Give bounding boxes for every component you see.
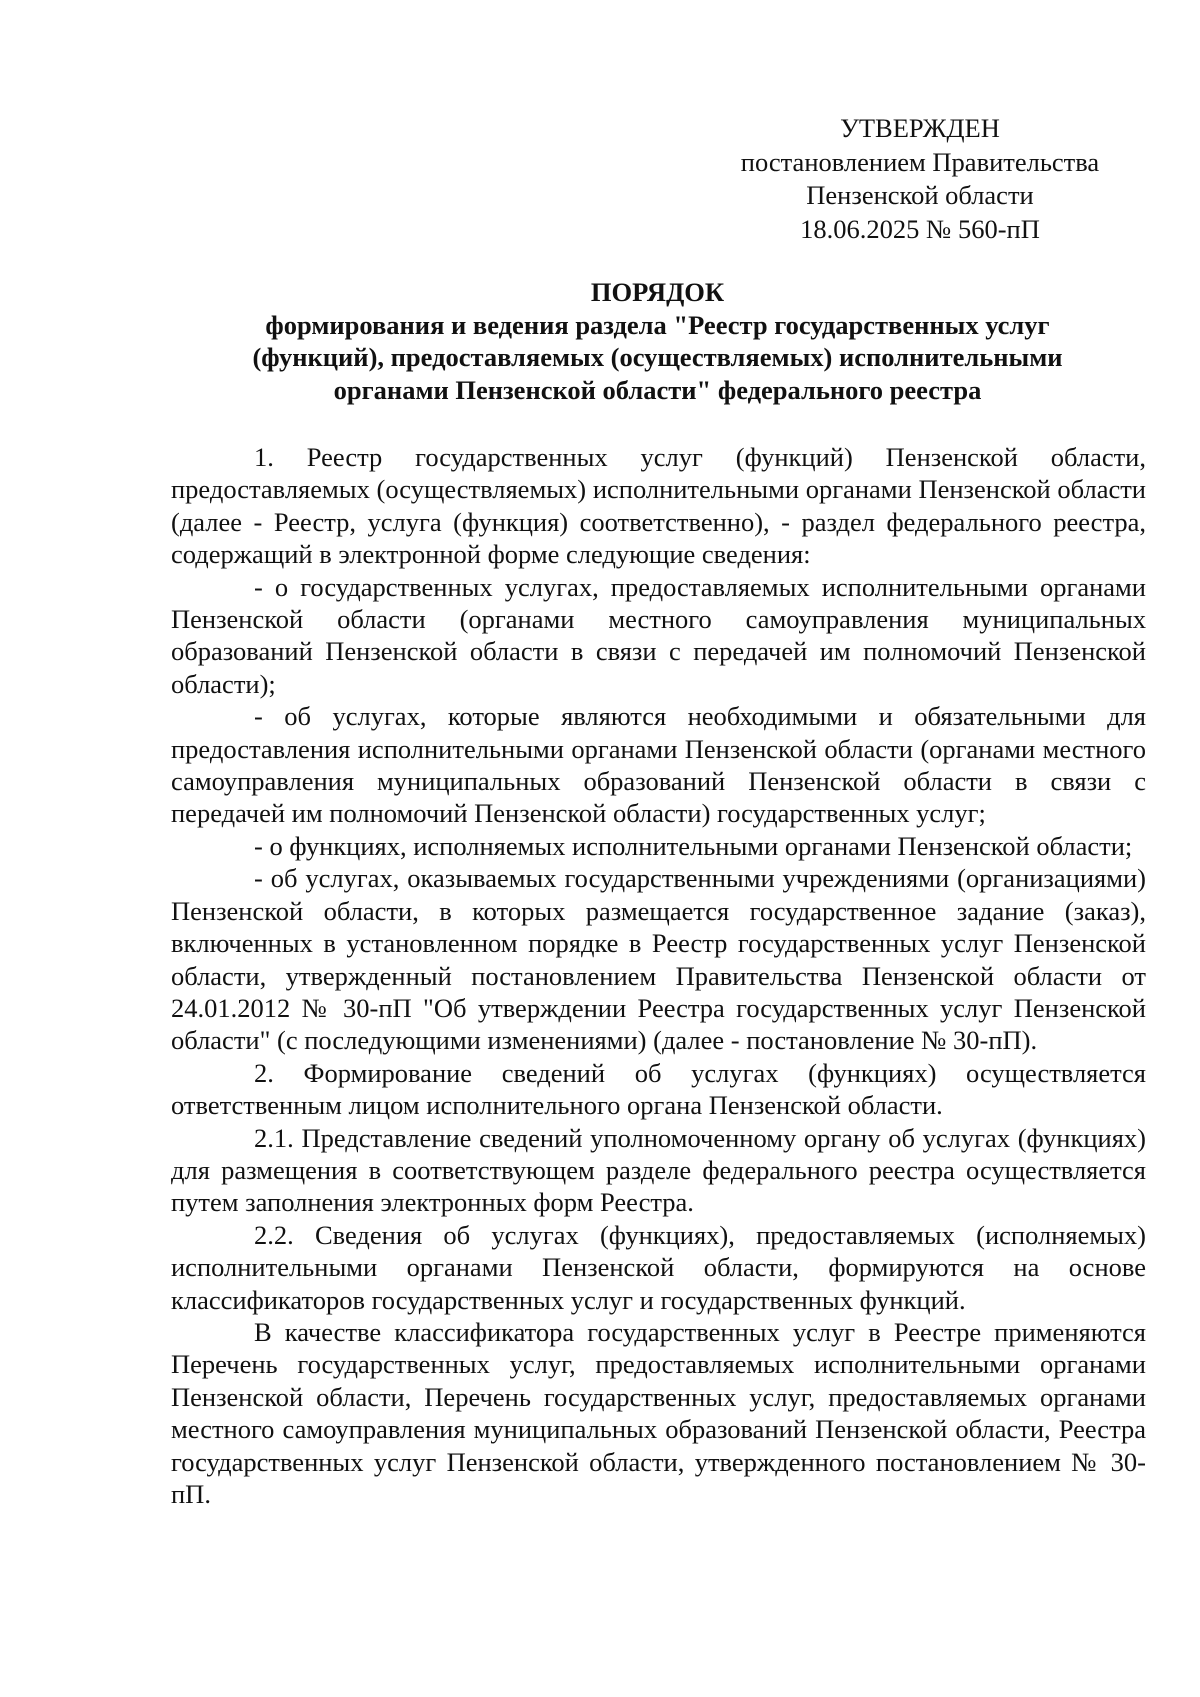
paragraph-classifier: В качестве классификатора государственных услуг в Реестре применяются Перечень государственных услуг, предоставляемых исполнительными органами Пензенской области, Перечень государственных услуг, предоставляемых органами местного самоуправления муниципальных образований Пензенской области, Реестра государственных услуг Пензенской области, утвержденного постановлением № 30-пП. <box>171 1316 1146 1509</box>
document-body <box>171 441 1146 1510</box>
approval-authority: постановлением Правительства <box>740 146 1100 177</box>
paragraph-1: 1. Реестр государственных услуг (функций) Пензенской области, предоставляемых (осуществляемых) исполнительными органами Пензенской области (далее - Реестр, услуга (функция) соответственно), - раздел федерального реестра, содержащий в электронной форме следующие сведения: <box>171 442 1146 570</box>
title-line-2: (функций), предоставляемых (осуществляемых) исполнительными <box>252 342 1063 372</box>
paragraph-bullet-functions: - о функциях, исполняемых исполнительными органами Пензенской области; <box>254 830 1133 861</box>
title-heading: ПОРЯДОК <box>590 277 725 307</box>
title-line-3: органами Пензенской области" федерального реестра <box>333 374 982 405</box>
approval-status: УТВЕРЖДЕН <box>840 113 1000 143</box>
paragraph-bullet-required-services: - об услугах, которые являются необходимыми и обязательными для предоставления исполнительными органами Пензенской области (органами местного самоуправления муниципальных образований Пензенской области в связи с передачей им полномочий Пензенской области) государственных услуг; <box>171 701 1146 829</box>
approval-region: Пензенской области <box>806 180 1034 210</box>
paragraph-2: 2. Формирование сведений об услугах (функциях) осуществляется ответственным лицом исполнительного органа Пензенской области. <box>171 1057 1146 1121</box>
paragraph-bullet-state-services: - о государственных услугах, предоставляемых исполнительными органами Пензенской области (органами местного самоуправления муниципальных образований Пензенской области в связи с передачей им полномочий Пензенской области); <box>171 571 1146 699</box>
title-line-1: формирования и ведения раздела "Реестр государственных услуг <box>265 309 1050 340</box>
document-title <box>170 276 1145 406</box>
approval-stamp <box>700 112 1140 246</box>
approval-date-number: 18.06.2025 № 560-пП <box>800 213 1040 244</box>
paragraph-bullet-institution-services: - об услугах, оказываемых государственными учреждениями (организациями) Пензенской области, в которых размещается государственное задание (заказ), включенных в установленном порядке в Реестр государственных услуг Пензенской области, утвержденный постановлением Правительства Пензенской области от 24.01.2012 № 30-пП "Об утверждении Реестра государственных услуг Пензенской области" (с последующими изменениями) (далее - постановление № 30-пП). <box>171 863 1146 1056</box>
paragraph-2-1: 2.1. Представление сведений уполномоченному органу об услугах (функциях) для размещения в соответствующем разделе федерального реестра осуществляется путем заполнения электронных форм Реестра. <box>171 1122 1146 1218</box>
paragraph-2-2: 2.2. Сведения об услугах (функциях), предоставляемых (исполняемых) исполнительными органами Пензенской области, формируются на основе классификаторов государственных услуг и государственных функций. <box>171 1219 1146 1315</box>
